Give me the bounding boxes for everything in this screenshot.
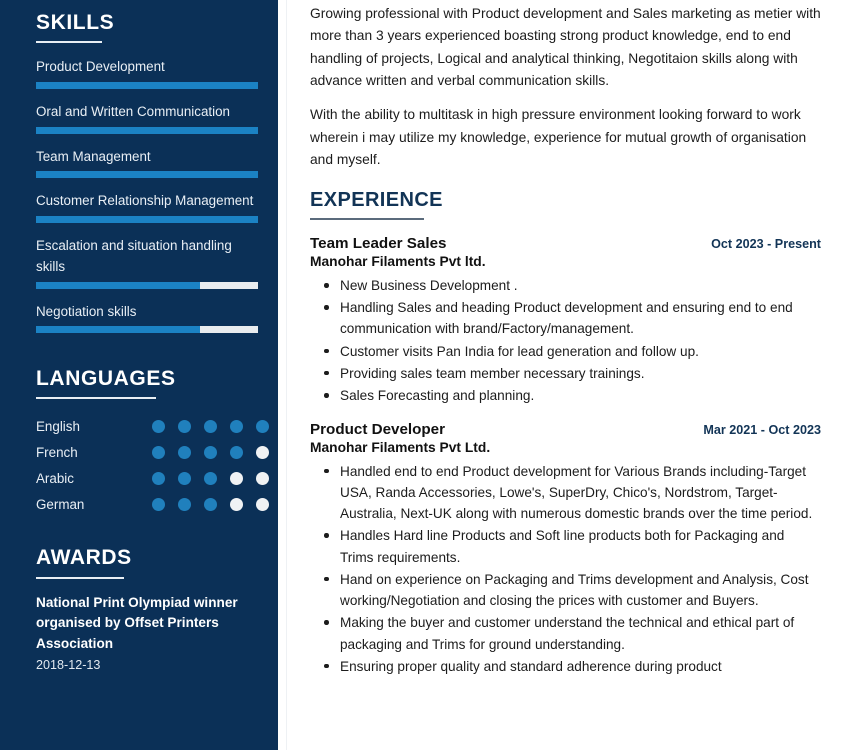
sidebar (0, 0, 278, 750)
awards-section (36, 547, 258, 675)
rating-dot-empty (256, 498, 269, 511)
language-rating-dots (152, 420, 278, 433)
language-row (36, 439, 258, 465)
language-rating-dots (152, 498, 278, 511)
skill-level-fill (36, 82, 258, 89)
rating-dot-filled (230, 420, 243, 433)
awards-list (36, 593, 258, 676)
skill-item (36, 102, 258, 134)
rating-dot-filled (152, 498, 165, 511)
skill-label: Product Development (36, 59, 165, 75)
skill-item (36, 147, 258, 179)
skill-level-fill (36, 127, 258, 134)
languages-section (36, 368, 258, 517)
column-divider (278, 0, 287, 750)
rating-dot-filled (204, 446, 217, 459)
rating-dot-filled (178, 498, 191, 511)
award-title: National Print Olympiad winner organised by Offset Printers Association (36, 594, 238, 651)
experience-heading-rule (310, 218, 424, 220)
skills-list (36, 57, 258, 333)
job-bullet-list (310, 275, 821, 406)
rating-dot-empty (256, 472, 269, 485)
skill-label: Negotiation skills (36, 303, 137, 319)
job-bullet: Handles Hard line Products and Soft line products both for Packaging and Trims requirements. (310, 525, 821, 567)
skill-level-bar (36, 326, 258, 333)
job-title: Team Leader Sales (310, 235, 447, 253)
skill-label: Escalation and situation handling skills (36, 238, 232, 274)
summary-paragraph: With the ability to multitask in high pressure environment looking forward to work wherein i may utilize my knowledge, experience for mutual growth of organisation and myself. (310, 107, 807, 168)
job-bullet: New Business Development . (310, 275, 821, 296)
skill-label: Customer Relationship Management (36, 193, 254, 209)
language-row (36, 413, 258, 439)
job-bullet: Customer visits Pan India for lead generation and follow up. (310, 341, 821, 362)
skill-label: Team Management (36, 148, 151, 164)
language-row (36, 465, 258, 491)
job-bullet-list (310, 461, 821, 677)
skill-level-fill (36, 171, 258, 178)
language-rating-dots (152, 446, 278, 459)
rating-dot-empty (230, 472, 243, 485)
job-bullet: Hand on experience on Packaging and Trims development and Analysis, Cost working/Negotiation and closing the prices with customer and Buyers. (310, 569, 821, 611)
summary-paragraph: Growing professional with Product development and Sales marketing as metier with more than 3 years experienced boasting strong product knowledge, end to end handling of projects, Logical and analytical thinking, Negotitaion skills along with advance written and verbal communication skills. (310, 6, 821, 89)
rating-dot-filled (230, 446, 243, 459)
experience-entry-header (310, 420, 821, 439)
skill-level-bar (36, 282, 258, 289)
skill-level-fill (36, 282, 200, 289)
experience-heading: EXPERIENCE (310, 189, 443, 212)
skill-level-fill (36, 326, 200, 333)
awards-heading-rule (36, 577, 124, 579)
job-bullet: Handling Sales and heading Product development and ensuring end to end communication with brand/Factory/management. (310, 297, 821, 339)
language-name: Arabic (36, 470, 74, 486)
experience-section (310, 189, 821, 677)
rating-dot-empty (230, 498, 243, 511)
spacer (36, 346, 258, 368)
language-name: English (36, 418, 80, 434)
job-bullet: Making the buyer and customer understand the technical and ethical part of packaging and Trims for ground understanding. (310, 612, 821, 654)
summary-section (310, 0, 821, 171)
language-row (36, 491, 258, 517)
experience-jobs-list (310, 234, 821, 677)
rating-dot-filled (204, 498, 217, 511)
job-date-range: Oct 2023 - Present (711, 237, 821, 252)
skill-item (36, 236, 258, 289)
skill-item (36, 191, 258, 223)
rating-dot-filled (152, 446, 165, 459)
language-rating-dots (152, 472, 278, 485)
rating-dot-filled (204, 472, 217, 485)
rating-dot-empty (256, 446, 269, 459)
skill-level-bar (36, 216, 258, 223)
job-company: Manohar Filaments Pvt Ltd. (310, 440, 491, 456)
rating-dot-filled (178, 420, 191, 433)
job-bullet: Handled end to end Product development for Various Brands including-Target USA, Randa Accessories, Lowe's, SuperDry, Chico's, Nordstrom, Target-Australia, Next-UK along with numerous domestic brands over the time period. (310, 461, 821, 525)
job-company: Manohar Filaments Pvt ltd. (310, 254, 486, 270)
languages-list (36, 413, 258, 517)
job-bullet: Ensuring proper quality and standard adherence during product (310, 656, 821, 677)
languages-heading: LANGUAGES (36, 367, 176, 391)
language-name: French (36, 444, 78, 460)
language-name: German (36, 496, 85, 512)
rating-dot-filled (178, 446, 191, 459)
experience-entry-header (310, 234, 821, 253)
experience-entry (310, 234, 821, 406)
job-bullet: Sales Forecasting and planning. (310, 385, 821, 406)
skill-item (36, 57, 258, 89)
job-bullet: Providing sales team member necessary trainings. (310, 363, 821, 384)
award-date: 2018-12-13 (36, 658, 101, 673)
award-item (36, 593, 258, 676)
job-title: Product Developer (310, 421, 446, 439)
skill-level-bar (36, 171, 258, 178)
spacer (36, 517, 258, 547)
skills-heading: SKILLS (36, 11, 115, 34)
rating-dot-filled (204, 420, 217, 433)
skill-item (36, 302, 258, 334)
awards-heading: AWARDS (36, 546, 132, 570)
languages-heading-rule (36, 397, 156, 399)
skills-heading-rule (36, 41, 102, 43)
skill-label: Oral and Written Communication (36, 103, 230, 119)
skill-level-fill (36, 216, 258, 223)
rating-dot-filled (152, 420, 165, 433)
rating-dot-filled (256, 420, 269, 433)
rating-dot-filled (178, 472, 191, 485)
experience-entry (310, 420, 821, 677)
main-column (287, 0, 851, 750)
skills-section (36, 12, 258, 333)
rating-dot-filled (152, 472, 165, 485)
job-date-range: Mar 2021 - Oct 2023 (703, 423, 821, 438)
skill-level-bar (36, 127, 258, 134)
skill-level-bar (36, 82, 258, 89)
